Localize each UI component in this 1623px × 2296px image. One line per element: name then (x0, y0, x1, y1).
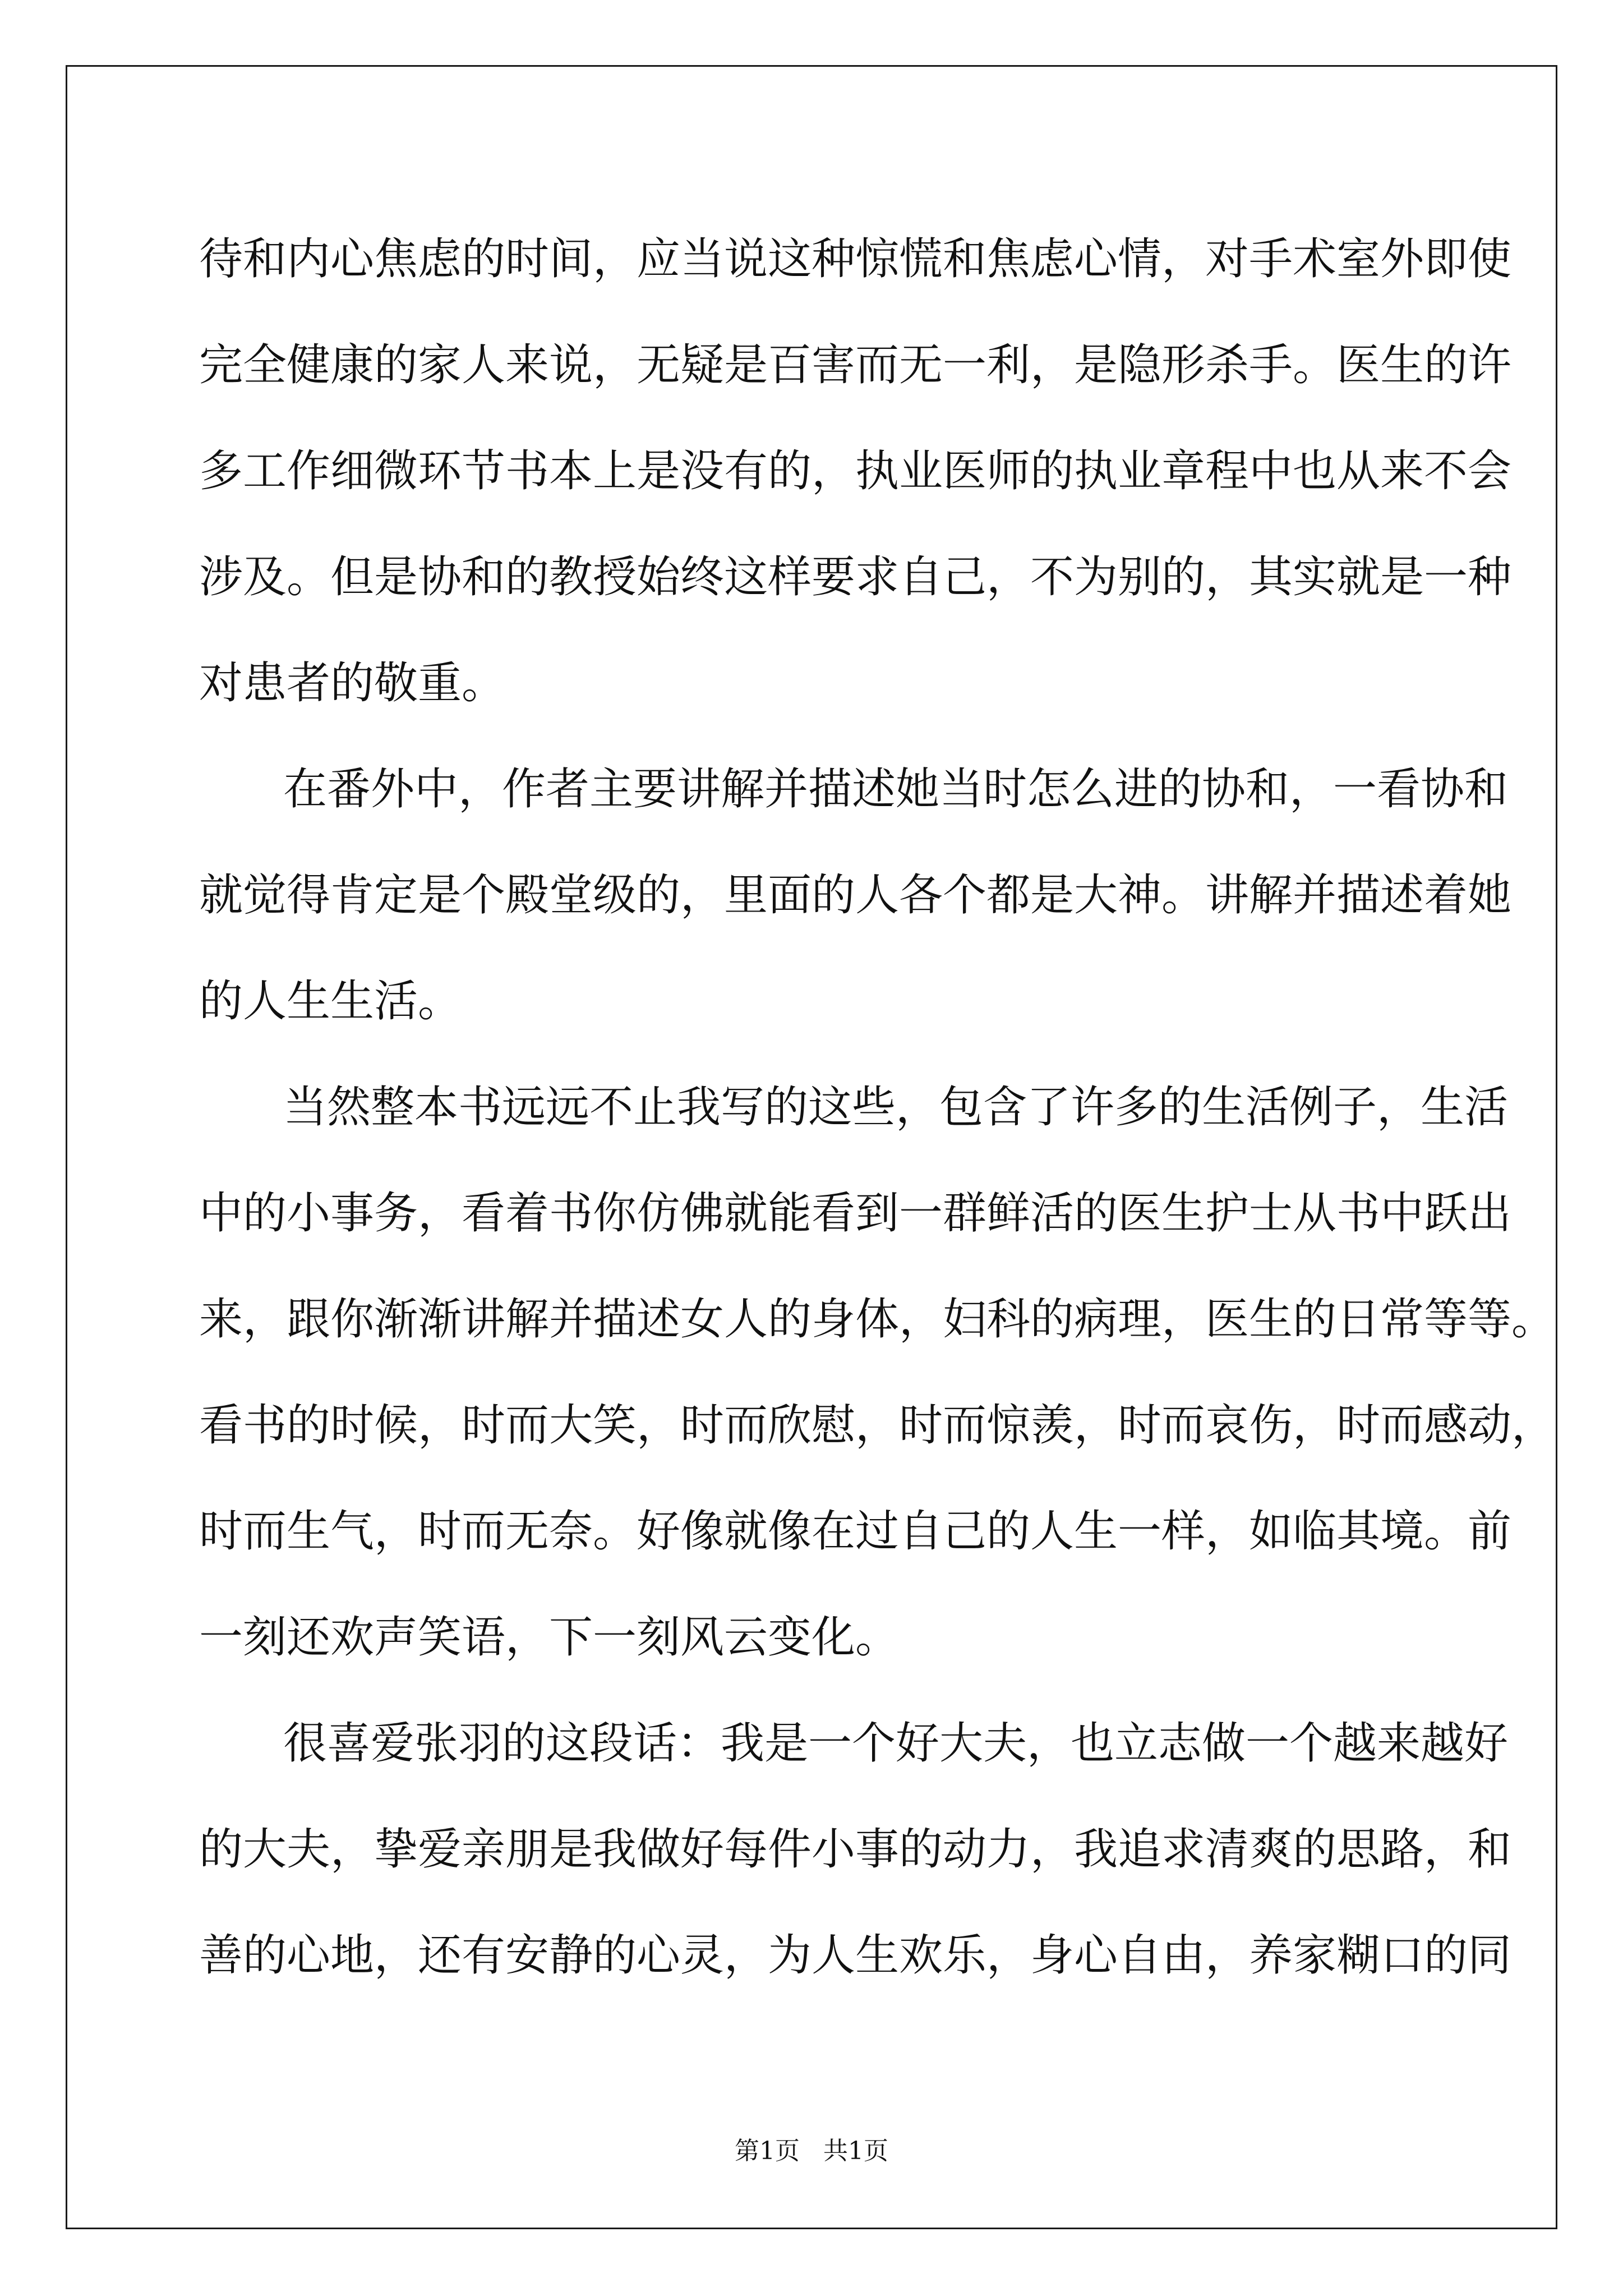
text-line: 看书的时候，时而大笑，时而欣慰，时而惊羡，时而哀伤，时而感动， (199, 1400, 1556, 1451)
text-line: 中的小事务，看着书你仿佛就能看到一群鲜活的医生护士从书中跃出 (199, 1188, 1512, 1239)
text-line: 多工作细微环节书本上是没有的，执业医师的执业章程中也从来不会 (199, 446, 1512, 496)
document-body (199, 206, 1556, 2009)
paragraph-first-line: 很喜爱张羽的这段话：我是一个好大夫，也立志做一个越来越好 (283, 1718, 1509, 1769)
text-line: 对患者的敬重。 (199, 658, 506, 708)
text-line: 善的心地，还有安静的心灵，为人生欢乐，身心自由，养家糊口的同 (199, 1930, 1512, 1981)
text-line: 一刻还欢声笑语，下一刻风云变化。 (199, 1612, 900, 1663)
page-number-footer: 第1页 共1页 (735, 2137, 888, 2165)
text-line: 的大夫，挚爱亲朋是我做好每件小事的动力，我追求清爽的思路，和 (199, 1824, 1512, 1875)
text-line: 来，跟你渐渐讲解并描述女人的身体，妇科的病理，医生的日常等等。 (199, 1294, 1556, 1345)
text-line: 时而生气，时而无奈。好像就像在过自己的人生一样，如临其境。前 (199, 1506, 1512, 1557)
text-line: 的人生生活。 (199, 976, 462, 1027)
text-line: 就觉得肯定是个殿堂级的，里面的人各个都是大神。讲解并描述着她 (199, 870, 1512, 921)
paragraph-first-line: 当然整本书远远不止我写的这些，包含了许多的生活例子，生活 (283, 1082, 1509, 1133)
text-line: 涉及。但是协和的教授始终这样要求自己，不为别的，其实就是一种 (199, 552, 1512, 602)
text-line: 待和内心焦虑的时间，应当说这种惊慌和焦虑心情，对手术室外即使 (199, 234, 1512, 284)
paragraph-first-line: 在番外中，作者主要讲解并描述她当时怎么进的协和，一看协和 (283, 764, 1509, 815)
text-line: 完全健康的家人来说，无疑是百害而无一利，是隐形杀手。医生的许 (199, 340, 1512, 390)
